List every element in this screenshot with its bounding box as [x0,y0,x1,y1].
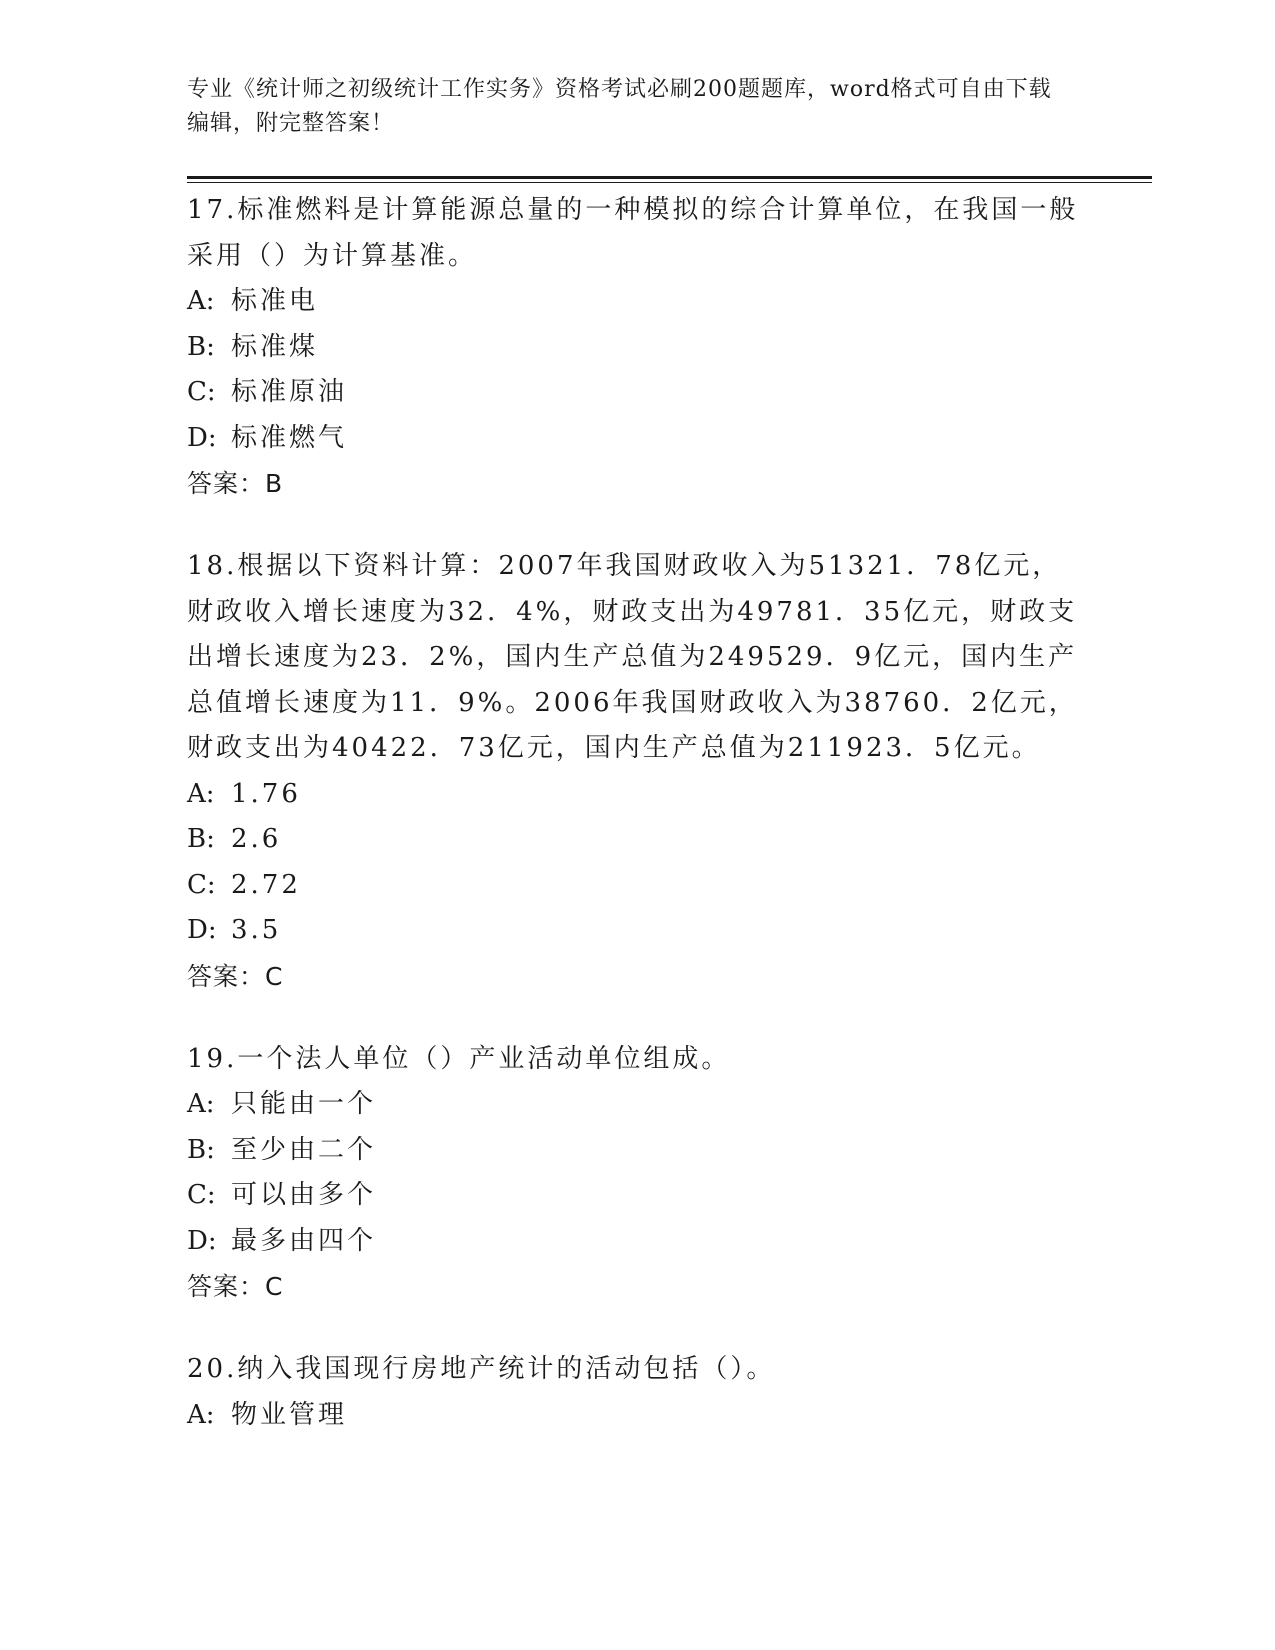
question-stem: 18.根据以下资料计算：2007年我国财政收入为51321．78亿元，财政收入增长速度为32．4%，财政支出为49781．35亿元，财政支出增长速度为23．2%，国内生产总值为249529．9亿元，国内生产总值增长速度为11．9%。2006年我国财政收入为38760．2亿元，财政支出为40422．73亿元，国内生产总值为211923．5亿元。 [187,551,1078,763]
option-text: 2.72 [231,869,301,900]
option-b [187,817,1087,863]
option-b [187,1128,1087,1174]
option-key: A: [187,286,215,316]
header-text: 专业《统计师之初级统计工作实务》资格考试必刷200题题库，word格式可自由下载编辑，附完整答案！ [187,77,1052,136]
option-text: 2.6 [231,824,282,854]
option-text: 3.5 [231,915,282,945]
option-text: 物业管理 [231,1399,348,1430]
question-18 [187,544,1087,999]
option-key: C: [187,869,216,900]
option-text: 最多由四个 [231,1225,377,1256]
option-d [187,1219,1087,1265]
option-a [187,279,1087,325]
option-key: B: [187,331,215,362]
option-key: B: [187,824,215,854]
option-text: 标准燃气 [231,422,348,453]
header-divider-thick [187,176,1152,179]
option-key: A: [187,1089,215,1119]
option-key: D: [187,1225,217,1256]
option-text: 只能由一个 [231,1089,377,1119]
option-key: C: [187,1180,216,1210]
option-d [187,908,1087,954]
option-a [187,1393,1087,1439]
option-text: 标准原油 [231,377,348,407]
option-c [187,863,1087,909]
option-key: C: [187,377,216,407]
header-divider-thin [187,182,1152,183]
option-b [187,325,1087,371]
question-17 [187,188,1087,506]
option-a [187,1082,1087,1128]
question-stem: 17.标准燃料是计算能源总量的一种模拟的综合计算单位，在我国一般采用（）为计算基准。 [187,195,1079,271]
option-text: 1.76 [231,778,301,809]
document-header [187,73,1067,141]
question-stem: 19.一个法人单位（）产业活动单位组成。 [187,1043,731,1074]
option-key: A: [187,1399,215,1430]
option-key: A: [187,778,215,809]
option-text: 至少由二个 [231,1134,377,1165]
question-list [187,188,1087,1476]
question-stem: 20.纳入我国现行房地产统计的活动包括（）。 [187,1354,776,1384]
answer-line: 答案：C [187,961,284,991]
option-key: B: [187,1134,215,1165]
option-c [187,370,1087,416]
option-key: D: [187,422,217,453]
question-19 [187,1037,1087,1310]
answer-line: 答案：B [187,469,284,498]
option-c [187,1173,1087,1219]
answer-line: 答案：C [187,1272,284,1301]
question-20 [187,1347,1087,1438]
option-text: 可以由多个 [231,1180,377,1210]
option-text: 标准煤 [231,331,319,362]
option-a [187,772,1087,818]
option-text: 标准电 [231,286,319,316]
option-key: D: [187,915,217,945]
option-d [187,416,1087,462]
